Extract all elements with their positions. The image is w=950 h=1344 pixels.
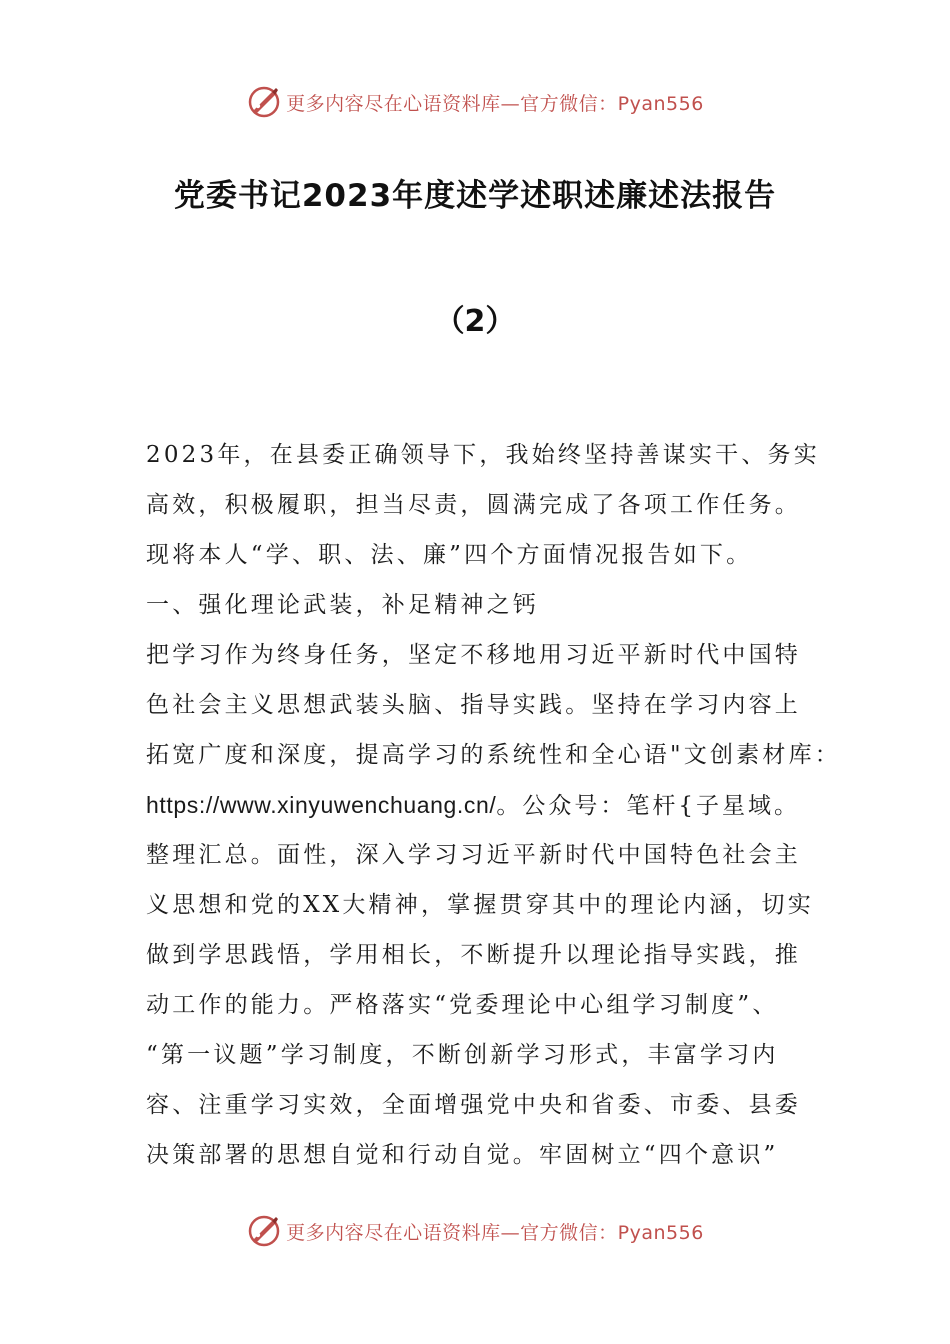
header-wechat-id: Pyan556 xyxy=(617,92,704,115)
footer-watermark-banner xyxy=(0,1211,950,1251)
body-line: 动工作的能力。严格落实“党委理论中心组学习制度”、 xyxy=(146,992,779,1018)
body-line: 把学习作为终身任务，坚定不移地用习近平新时代中国特 xyxy=(146,642,801,668)
body-line: 义思想和党的XX大精神，掌握贯穿其中的理论内涵，切实 xyxy=(146,892,814,918)
body-line: “第一议题”学习制度，不断创新学习形式，丰富学习内 xyxy=(146,1042,779,1068)
body-line: 高效，积极履职，担当尽责，圆满完成了各项工作任务。 xyxy=(146,492,801,518)
document-body xyxy=(146,430,841,1180)
source-url: https://www.xinyuwenchuang.cn/ xyxy=(146,792,497,818)
body-line: 整理汇总。面性，深入学习习近平新时代中国特色社会主 xyxy=(146,842,801,868)
body-line: 2023年，在县委正确领导下，我始终坚持善谋实干、务实 xyxy=(146,442,820,468)
header-watermark-banner xyxy=(0,82,950,122)
body-url-line xyxy=(146,780,816,830)
header-watermark-text: 更多内容尽在心语资料库—官方微信：Pyan556 xyxy=(286,92,704,115)
section-heading: 一、强化理论武装，补足精神之钙 xyxy=(146,592,539,618)
pen-circle-logo-icon xyxy=(246,1213,282,1249)
footer-wechat-id: Pyan556 xyxy=(617,1221,704,1244)
document-subtitle: （2） xyxy=(434,304,516,339)
document-title: 党委书记2023年度述学述职述廉述法报告 xyxy=(173,178,777,214)
footer-watermark-text: 更多内容尽在心语资料库—官方微信：Pyan556 xyxy=(286,1221,704,1244)
body-line: 现将本人“学、职、法、廉”四个方面情况报告如下。 xyxy=(146,542,753,568)
body-line: 拓宽广度和深度，提高学习的系统性和全心语"文创素材库： xyxy=(146,742,841,768)
body-line: 决策部署的思想自觉和行动自觉。牢固树立“四个意识” xyxy=(146,1142,779,1168)
body-line: 容、注重学习实效，全面增强党中央和省委、市委、县委 xyxy=(146,1092,801,1118)
body-line: 色社会主义思想武装头脑、指导实践。坚持在学习内容上 xyxy=(146,692,801,718)
body-line: 做到学思践悟，学用相长，不断提升以理论指导实践，推 xyxy=(146,942,801,968)
url-line-suffix: 。公众号：笔杆{子星域。 xyxy=(496,793,801,819)
pen-circle-logo-icon xyxy=(246,84,282,120)
